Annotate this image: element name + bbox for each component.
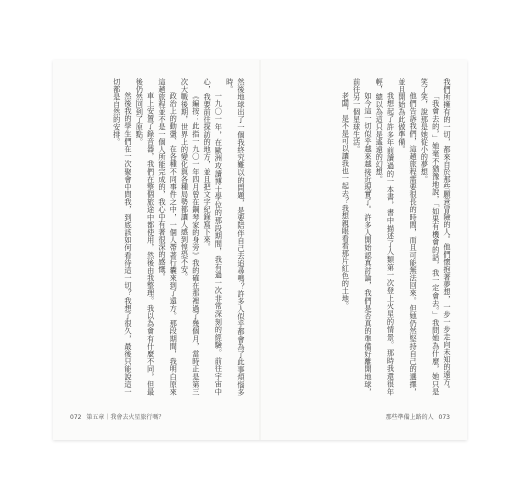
paragraph: 他們告訴我們，這趟旅程需要很長的時間，而且可能無法回來。但她仍然堅持自己的選擇，並且開始為此做準備。 [397, 78, 419, 396]
paragraph: 《編按：此指一九〇一年四月曾在鋼琴家的身旁》我的確在那裡過了幾個月，當時正是第三次大戰後期，世界上的變化與各種局勢都讓人感到惶恐不安。 [180, 78, 201, 396]
right-folio [386, 412, 453, 421]
left-page-text [69, 78, 247, 396]
book-spread [53, 60, 467, 440]
paragraph: 「我會去的，」她毫不猶豫地說，「如果有機會的話，我一定會去。」我問她為什麼，她只是笑了笑，說那是她從小的夢想。 [420, 78, 441, 396]
paragraph: 然後我的學生們在一次聚會中問我，到底該如何看待這一切？我想了很久，最後只能說這一切都是自然的安排。 [112, 78, 134, 396]
page-number: 072 [70, 414, 82, 421]
paragraph: 老闆，是不是可以讓我也一起去？我想親眼看看那片紅色的土地。 [341, 92, 351, 310]
paragraph: 一九〇一年，在歐洲攻讀博士學位的那段期間，我有過一次非常深刻的經驗。前往宇宙中心，我要前往探訪的地方，並且把文字紀錄寫下來。 [203, 78, 224, 396]
paragraph: 我想起了許多年前讀過的一本書，書中描述了人類第一次登上火星的情景。那時我還很年輕，總以為這只是遙遠的幻想。 [375, 78, 396, 396]
right-page-text [275, 78, 453, 396]
running-head: 那些準備上路的人 [385, 414, 434, 421]
page-gutter [259, 60, 261, 440]
paragraph: 然後地球出了一個我終究難以的問題，是要陪伴自己去追尋嗎？許多人似乎都會為了此事煩惱多時。 [225, 78, 246, 396]
page-number: 073 [438, 414, 450, 421]
running-head: 第五章｜我會去火星旅行嗎？ [86, 414, 165, 421]
paragraph: 如今這一切似乎越來越接近現實了。許多人開始認真討論，我們是否真的準備好離開地球，前往另一個星球生活。 [352, 78, 373, 396]
paragraph: 車上安置了錄音器，我們在整個旅途中都使用，然後由我整理。我以為會有什麼不同，但最後仍然回到了原點。 [135, 78, 156, 396]
left-folio [67, 412, 164, 421]
paragraph: 政治上的動盪、在各種不同事件之中，一個人帶著行囊來到了遠方。那段期間，我明白原來這趟旅程並不是一個人所能完成的，我心中有著很深的感慨。 [157, 78, 179, 396]
paragraph: 我們所擁有的一切，都來自於那些願意冒險的人。他們懷抱著夢想，一步一步走向未知的遠方。 [443, 78, 452, 393]
